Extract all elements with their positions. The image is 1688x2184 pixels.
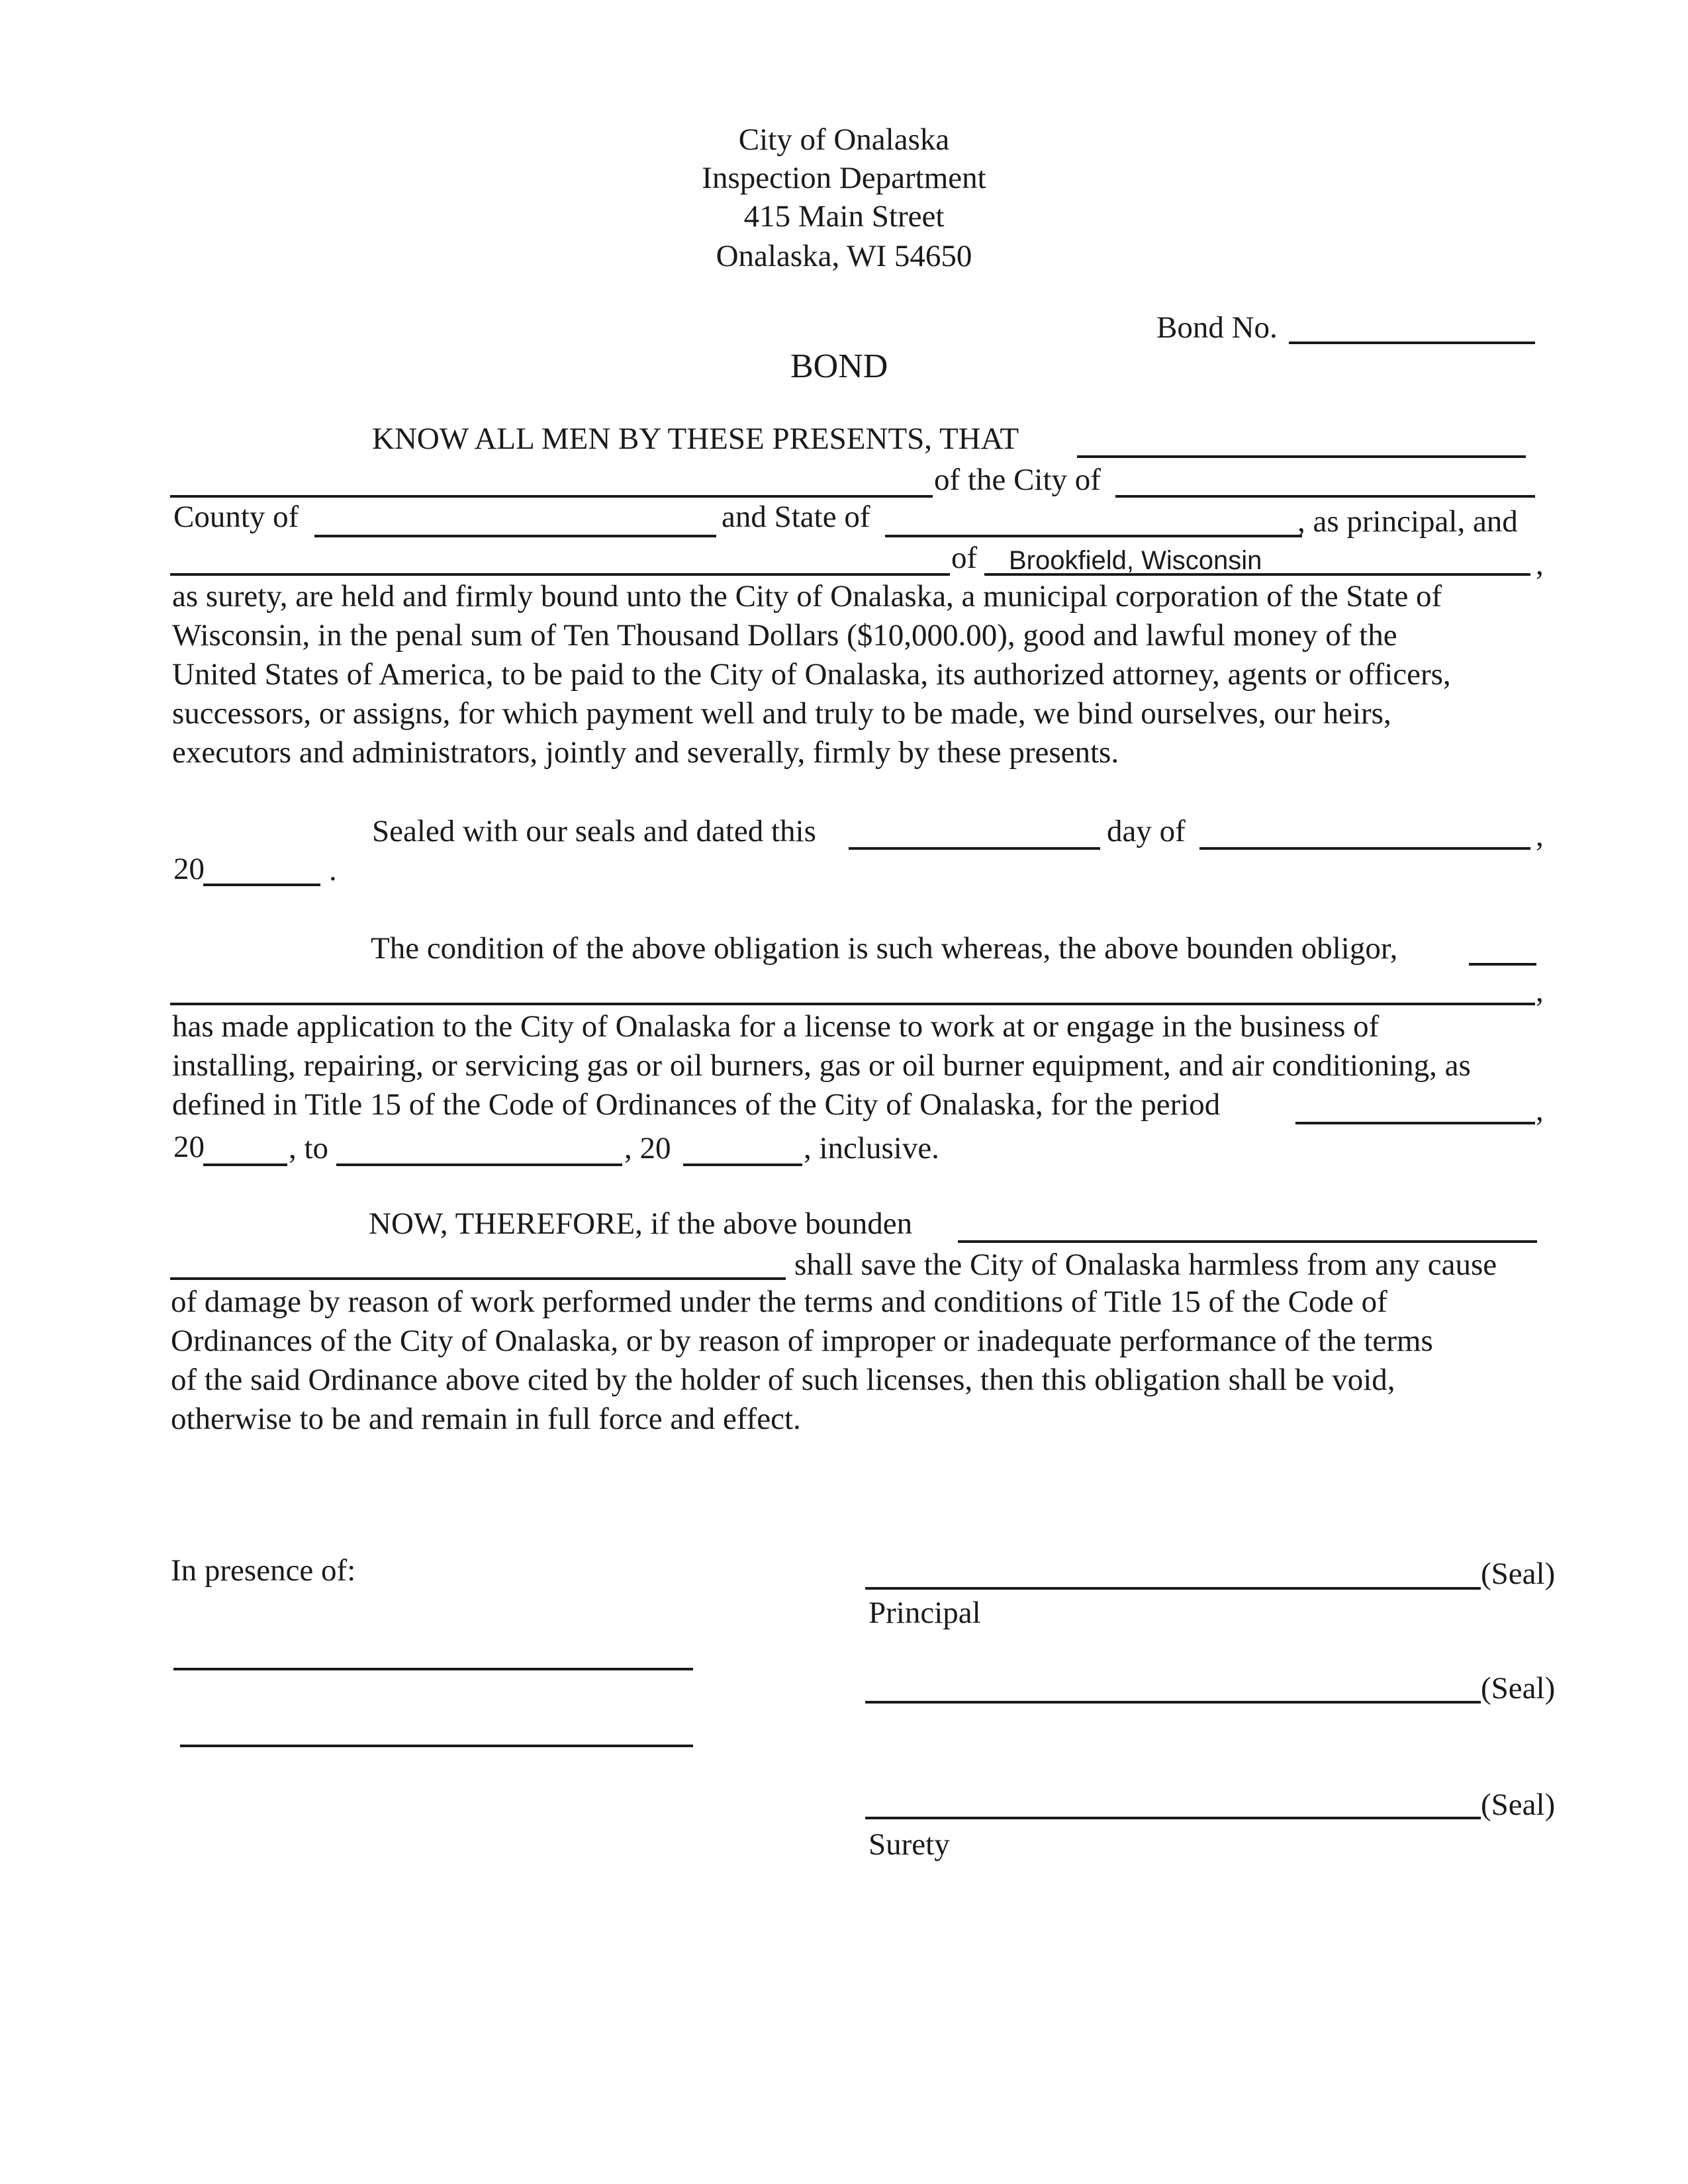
period-comma: , (1536, 1093, 1544, 1128)
surety-name-field[interactable] (170, 573, 950, 576)
header-city-state-zip: Onalaska, WI 54650 (716, 239, 972, 273)
day-field[interactable] (849, 847, 1100, 850)
inclusive-text: , inclusive. (804, 1131, 939, 1165)
now-therefore-line-4: otherwise to be and remain in full force and effect. (171, 1402, 801, 1436)
to-date-field[interactable] (336, 1163, 622, 1166)
obligor-comma: , (1536, 974, 1544, 1009)
second-signature-field[interactable] (865, 1701, 1481, 1704)
principal-signature-field[interactable] (865, 1587, 1481, 1590)
year2-field[interactable] (683, 1163, 802, 1166)
sealed-year-field[interactable] (203, 884, 320, 886)
bounden-field[interactable] (958, 1240, 1537, 1243)
sealed-comma: , (1536, 819, 1544, 853)
principal-label: Principal (868, 1596, 981, 1630)
sealed-text: Sealed with our seals and dated this (372, 814, 816, 848)
condition-line-2: installing, repairing, or servicing gas or oil burners, gas or oil burner equipment, and air conditioning, as (172, 1048, 1471, 1083)
city-field[interactable] (1115, 495, 1535, 498)
year1-prefix: 20 (173, 1130, 205, 1164)
header-department: Inspection Department (702, 161, 986, 195)
surety-label: Surety (868, 1827, 950, 1862)
bond-no-label: Bond No. (1156, 310, 1278, 345)
surety-signature-field[interactable] (865, 1817, 1481, 1819)
principal-name-field[interactable] (1077, 455, 1526, 458)
of-label: of (951, 541, 978, 575)
to-label: , to (289, 1131, 329, 1165)
header-city: City of Onalaska (738, 122, 950, 157)
obligor-field[interactable] (1469, 963, 1536, 966)
now-therefore-line-1: of damage by reason of work performed under the terms and conditions of Title 15 of the Code of (171, 1285, 1387, 1319)
bond-no-field[interactable] (1289, 341, 1535, 344)
witness-1-signature-field[interactable] (173, 1668, 693, 1670)
surety-location-value: Brookfield, Wisconsin (1009, 546, 1262, 575)
county-label: County of (173, 500, 299, 534)
header-street: 415 Main Street (743, 199, 945, 234)
as-principal-text: , as principal, and (1297, 504, 1518, 539)
surety-text-line-5: executors and administrators, jointly and severally, firmly by these presents. (172, 735, 1119, 770)
sealed-period: . (329, 853, 337, 887)
in-presence-label: In presence of: (171, 1553, 356, 1588)
principal-name-field-cont[interactable] (170, 495, 933, 498)
county-field[interactable] (314, 535, 716, 537)
condition-intro: The condition of the above obligation is such whereas, the above bounden obligor, (371, 931, 1398, 966)
obligor-field-cont[interactable] (170, 1003, 1535, 1005)
month-field[interactable] (1199, 847, 1530, 850)
witness-2-signature-field[interactable] (180, 1745, 693, 1747)
surety-seal-label: (Seal) (1481, 1788, 1556, 1822)
now-therefore-line-2: Ordinances of the City of Onalaska, or by reason of improper or inadequate performance of the terms (171, 1324, 1433, 1358)
second-seal-label: (Seal) (1481, 1671, 1556, 1706)
bounden-field-cont[interactable] (170, 1277, 786, 1280)
surety-text-line-3: United States of America, to be paid to the City of Onalaska, its authorized attorney, agents or officers, (172, 657, 1451, 692)
surety-text-line-4: successors, or assigns, for which payment well and truly to be made, we bind ourselves, our heirs, (172, 696, 1391, 731)
principal-seal-label: (Seal) (1481, 1557, 1556, 1591)
year2-prefix: , 20 (624, 1131, 671, 1165)
now-therefore-intro: NOW, THEREFORE, if the above bounden (369, 1206, 913, 1241)
state-label: and State of (722, 500, 870, 534)
shall-save-text: shall save the City of Onalaska harmless from any cause (794, 1248, 1497, 1282)
form-title: BOND (790, 347, 888, 385)
of-city-label: of the City of (934, 463, 1101, 497)
now-therefore-line-3: of the said Ordinance above cited by the holder of such licenses, then this obligation shall be void, (171, 1363, 1395, 1397)
period-field[interactable] (1295, 1122, 1535, 1124)
condition-line-1: has made application to the City of Onalaska for a license to work at or engage in the business of (172, 1009, 1380, 1044)
year1-field[interactable] (203, 1163, 287, 1166)
surety-comma: , (1536, 547, 1544, 582)
condition-line-3: defined in Title 15 of the Code of Ordinances of the City of Onalaska, for the period (172, 1087, 1221, 1122)
know-all-text: KNOW ALL MEN BY THESE PRESENTS, THAT (372, 422, 1019, 456)
day-of-label: day of (1107, 814, 1186, 848)
sealed-year-prefix: 20 (173, 852, 205, 886)
state-field[interactable] (885, 535, 1302, 537)
surety-text-line-2: Wisconsin, in the penal sum of Ten Thousand Dollars ($10,000.00), good and lawful money of the (172, 618, 1397, 653)
surety-text-line-1: as surety, are held and firmly bound unto the City of Onalaska, a municipal corporation of the State of (172, 579, 1442, 614)
